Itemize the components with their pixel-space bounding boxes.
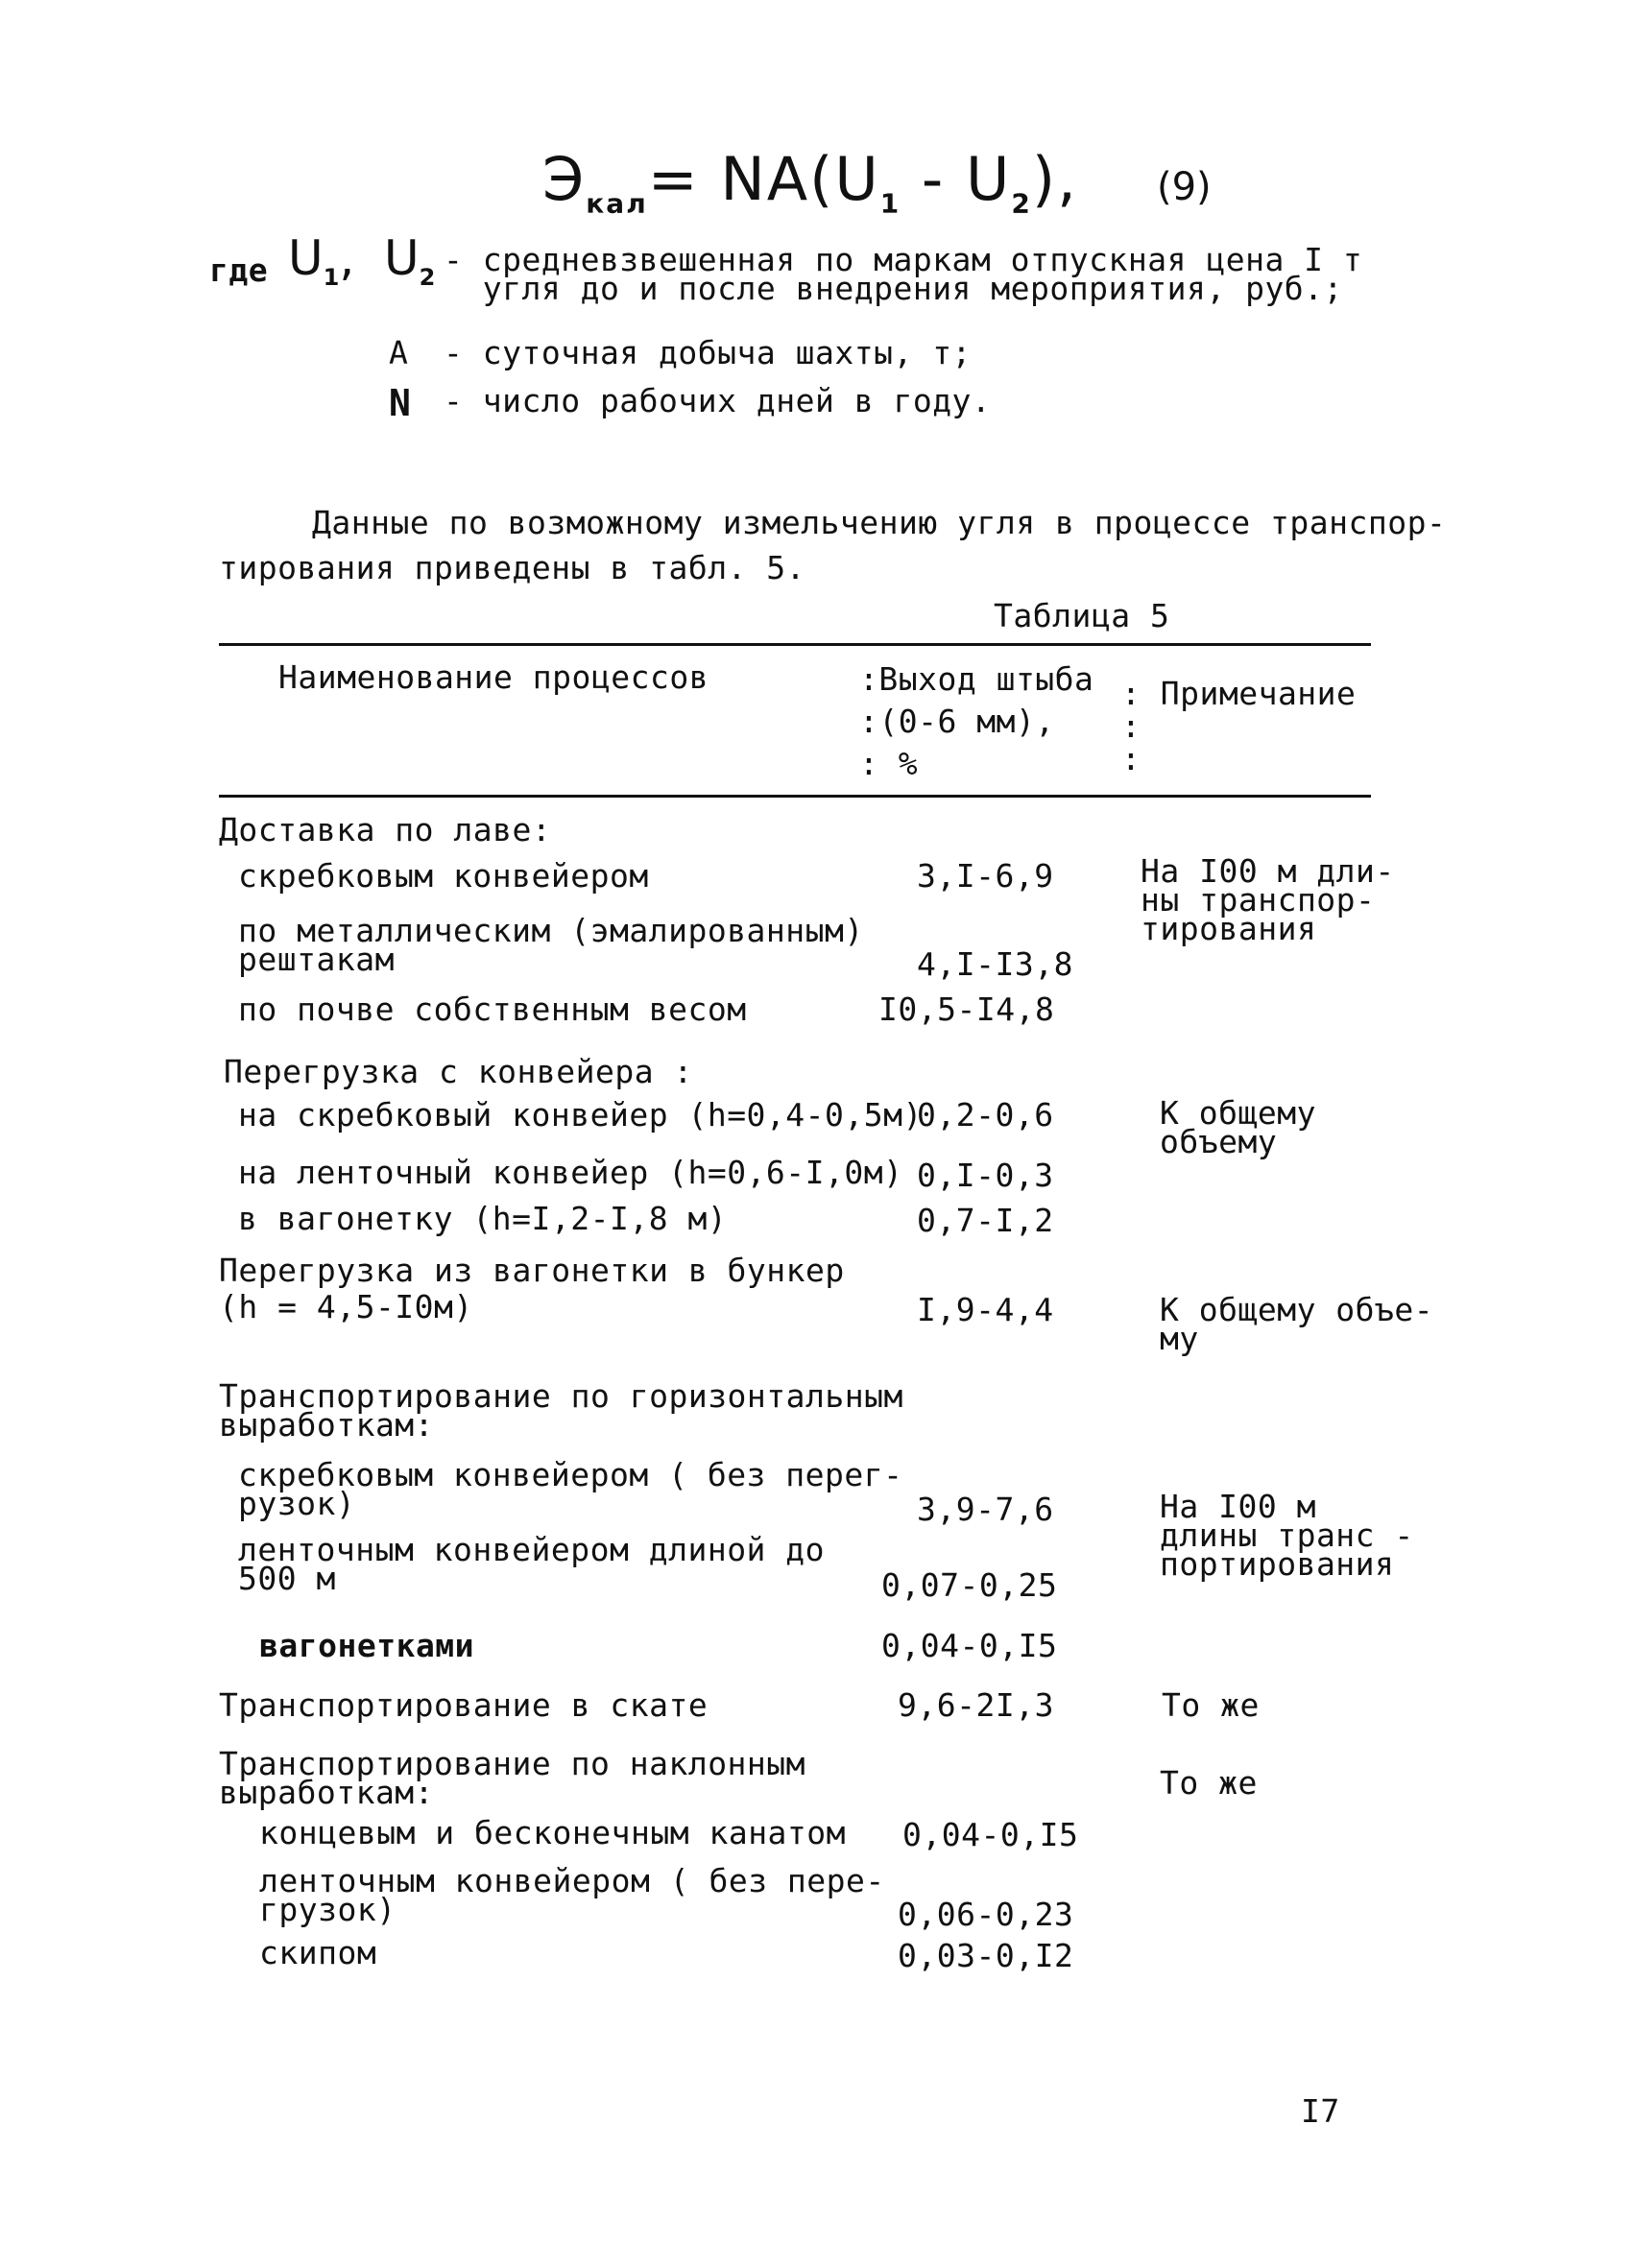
definition-a: - суточная добыча шахты, т;	[444, 334, 972, 371]
table-row-value: 0,7-I,2	[917, 1202, 1054, 1239]
paragraph-line-1: Данные по возможному измельчению угля в процессе транспор-	[312, 504, 1447, 541]
table-row-label: скребковым конвейером	[238, 857, 649, 895]
table-row-value: I,9-4,4	[917, 1291, 1054, 1328]
table-row-label: скребковым конвейером ( без перег- рузок)	[238, 1456, 903, 1522]
table-row-label: по почве собственным весом	[238, 991, 747, 1028]
symbol-a: A	[389, 334, 409, 371]
formula-sub2: 2	[1011, 187, 1032, 220]
page-number: I7	[1301, 2092, 1340, 2130]
symbol-u2-base: U	[384, 230, 420, 286]
table-row-label: вагонетками	[259, 1627, 475, 1664]
table-row-value: 4,I-I3,8	[917, 945, 1073, 983]
equation-number: (9)	[1157, 165, 1212, 209]
table-row-note: То же	[1160, 1764, 1258, 1802]
header-process: Наименование процессов	[278, 658, 709, 696]
definition-n: - число рабочих дней в году.	[444, 382, 992, 419]
symbol-u1-base: U	[288, 230, 324, 286]
table-row-label: Доставка по лаве:	[219, 811, 552, 848]
table-row-label: ленточным конвейером ( без пере- грузок)	[259, 1862, 885, 1928]
table-row-value: 0,06-0,23	[898, 1896, 1074, 1933]
table-caption: Таблица 5	[994, 597, 1170, 634]
where-intro: где	[209, 251, 269, 289]
table-row-label: в вагонетку (h=I,2-I,8 м)	[238, 1200, 728, 1237]
table-row-label: на скребковый конвейер (h=0,4-0,5м)	[238, 1096, 923, 1134]
table-row-label: Перегрузка с конвейера :	[224, 1053, 693, 1090]
header-yield: :Выход штыба :(0-6 мм), : %	[859, 660, 1094, 782]
formula-lhs: Э	[542, 144, 587, 214]
table-row-value: 0,04-0,I5	[881, 1627, 1058, 1664]
header-note: : Примечание : :	[1121, 675, 1357, 777]
table-row-label: скипом	[259, 1934, 377, 1971]
table-row-value: 3,9-7,6	[917, 1491, 1054, 1528]
table-row-note: То же	[1162, 1686, 1260, 1724]
formula-sub1: 1	[879, 187, 901, 220]
table-row-value: 0,2-0,6	[917, 1096, 1054, 1134]
table-row-value: 9,6-2I,3	[898, 1686, 1054, 1724]
symbol-n: N	[389, 382, 412, 424]
formula-rhs: = NA(U	[647, 144, 880, 214]
formula-mid: - U	[901, 144, 1012, 214]
table-row-label: на ленточный конвейер (h=0,6-I,0м)	[238, 1154, 903, 1191]
symbol-u1-sub: 1	[323, 264, 340, 291]
table-row-value: 0,07-0,25	[881, 1566, 1058, 1604]
paragraph-line-2: тирования приведены в табл. 5.	[219, 549, 806, 586]
table-row-note: К общему объе- му	[1160, 1291, 1434, 1357]
formula-lhs-sub: кал	[586, 187, 648, 220]
table-top-rule	[219, 643, 1371, 646]
symbol-u2-sub: 2	[419, 264, 436, 291]
table-row-note: На I00 м длины транс - портирования	[1160, 1488, 1414, 1583]
table-row-label: Перегрузка из вагонетки в бункер (h = 4,5-I0м)	[219, 1252, 845, 1325]
table-header-rule	[219, 795, 1371, 798]
table-row-value: 3,I-6,9	[917, 857, 1054, 895]
table-row-value: 0,03-0,I2	[898, 1937, 1074, 1974]
table-row-value: I0,5-I4,8	[878, 991, 1055, 1028]
symbol-u2	[384, 230, 435, 291]
table-row-label: Транспортирование по горизонтальным выработкам:	[219, 1377, 903, 1444]
table-row-label: концевым и бесконечным канатом	[259, 1814, 847, 1851]
table-row-value: 0,04-0,I5	[902, 1816, 1079, 1853]
formula	[542, 144, 1078, 219]
table-row-note: На I00 м дли- ны транспор- тирования	[1141, 852, 1395, 947]
table-row-label: по металлическим (эмалированным) рештакам	[238, 912, 864, 978]
table-row-value: 0,I-0,3	[917, 1157, 1054, 1194]
formula-end: ),	[1031, 144, 1078, 214]
table-row-label: Транспортирование по наклонным выработкам:	[219, 1745, 806, 1811]
symbol-u1	[288, 230, 354, 291]
table-row-label: Транспортирование в скате	[219, 1686, 709, 1724]
table-row-label: ленточным конвейером длиной до 500 м	[238, 1531, 826, 1597]
definition-u: - средневзвешенная по маркам отпускная цена I т угля до и после внедрения мероприятия, руб.;	[444, 241, 1363, 307]
table-row-note: К общему объему	[1160, 1094, 1316, 1160]
symbol-comma: ,	[339, 230, 355, 286]
